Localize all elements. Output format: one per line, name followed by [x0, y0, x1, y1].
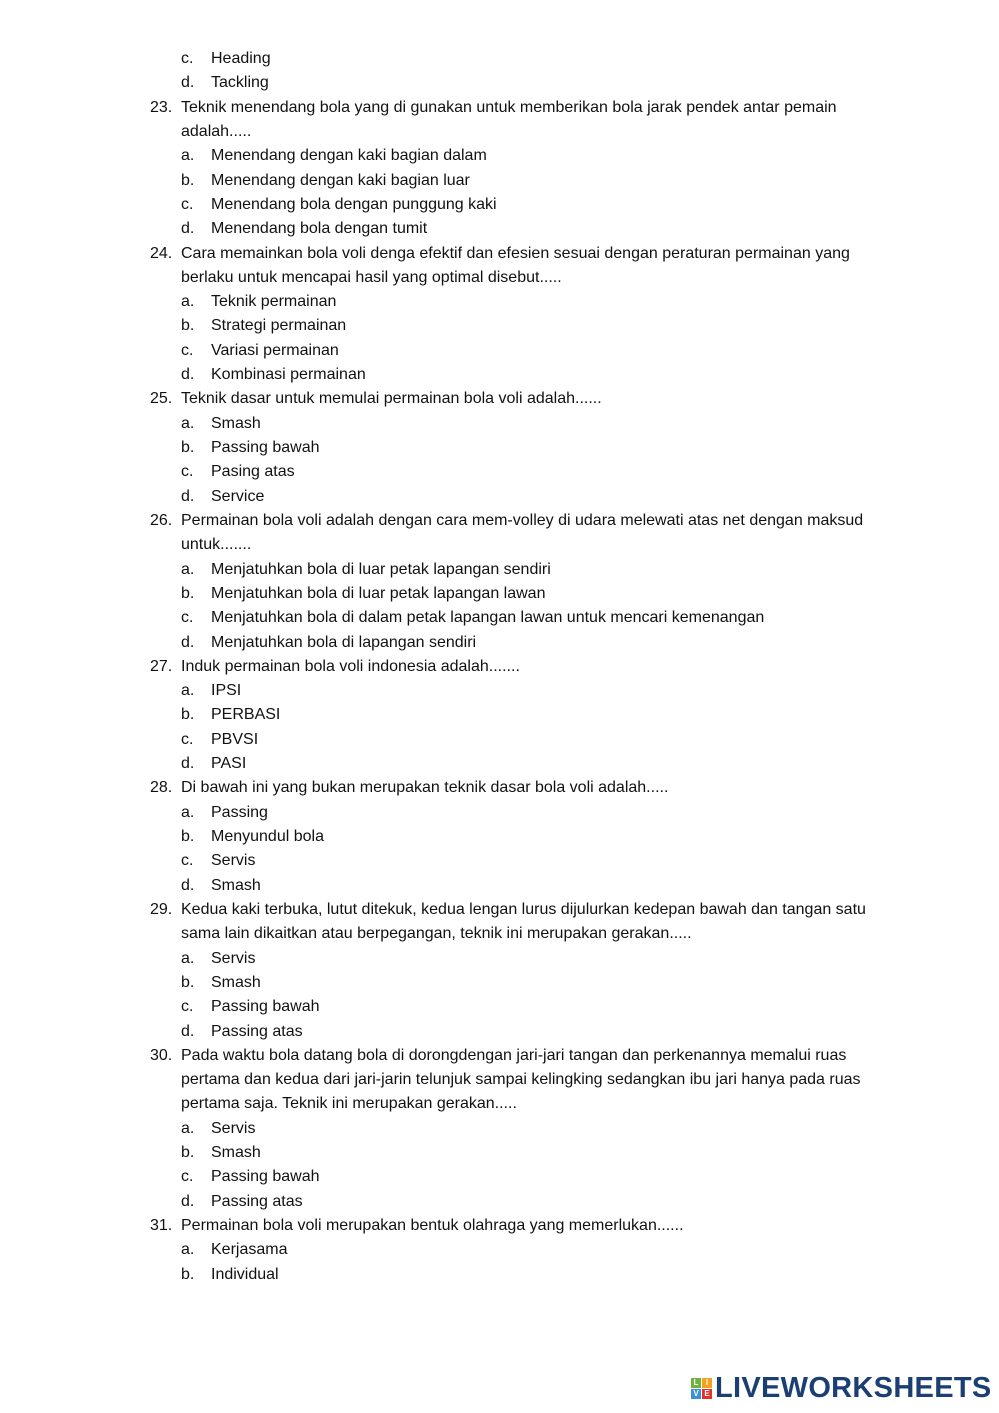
answer-option[interactable]: [0, 290, 999, 314]
option-letter: d.: [181, 220, 195, 238]
answer-option[interactable]: [0, 1165, 999, 1189]
option-text: Menendang dengan kaki bagian luar: [211, 171, 470, 189]
answer-option[interactable]: [0, 1263, 999, 1287]
answer-option[interactable]: [0, 582, 999, 606]
option-letter: a.: [181, 1241, 195, 1259]
option-text: Menendang bola dengan tumit: [211, 220, 428, 238]
question-24: [0, 242, 999, 291]
option-letter: b.: [181, 171, 195, 189]
question-23: [0, 96, 999, 145]
question-text: Teknik dasar untuk memulai permainan bola voli adalah......: [181, 390, 602, 408]
option-letter: c.: [181, 463, 194, 481]
logo-text: LIVEWORKSHEETS: [715, 1372, 992, 1404]
option-text: Smash: [211, 973, 261, 991]
question-number: 27.: [150, 657, 173, 675]
option-text: Servis: [211, 852, 256, 870]
option-text: Passing bawah: [211, 439, 320, 456]
question-number: 30.: [150, 1046, 173, 1064]
answer-option[interactable]: [0, 339, 999, 363]
question-31: [0, 1214, 999, 1238]
answer-option[interactable]: [0, 193, 999, 217]
badge-letter: V: [691, 1389, 701, 1399]
option-text: Menjatuhkan bola di luar petak lapangan lawan: [211, 584, 546, 602]
option-letter: b.: [181, 828, 195, 845]
badge-letter: L: [691, 1378, 701, 1388]
option-text: Passing bawah: [211, 998, 320, 1016]
option-text: Smash: [211, 876, 261, 894]
badge-letter: I: [702, 1378, 712, 1388]
answer-option[interactable]: [0, 144, 999, 168]
question-number: 29.: [150, 900, 173, 918]
question-number: 23.: [150, 98, 173, 116]
option-letter: c.: [181, 998, 194, 1016]
question-25: [0, 387, 999, 411]
option-letter: b.: [181, 706, 195, 724]
option-text: Tackling: [211, 74, 269, 92]
option-letter: a.: [181, 949, 195, 967]
option-letter: a.: [181, 147, 195, 165]
option-letter: d.: [181, 366, 195, 384]
answer-option[interactable]: [0, 1141, 999, 1165]
question-text: Teknik menendang bola yang di gunakan untuk memberikan bola jarak pendek antar pemain adalah.....: [181, 98, 837, 140]
answer-option[interactable]: [0, 801, 999, 825]
option-letter: c.: [181, 50, 194, 67]
question-text: Pada waktu bola datang bola di dorongdengan jari-jari tangan dan perkenannya memalui ruas pertama dan kedua dari jari-jarin telunjuk sampai kelingking sedangkan ibu jari hanya pada ruas pertama saja. Teknik ini merupakan gerakan.....: [181, 1046, 861, 1113]
option-text: Kombinasi permainan: [211, 366, 366, 384]
question-27: [0, 655, 999, 679]
live-badge-icon: [691, 1378, 712, 1399]
answer-option[interactable]: [0, 47, 999, 71]
answer-option[interactable]: [0, 217, 999, 241]
option-letter: c.: [181, 609, 194, 627]
option-letter: c.: [181, 730, 194, 748]
option-letter: c.: [181, 195, 194, 213]
answer-option[interactable]: [0, 703, 999, 727]
option-letter: a.: [181, 560, 195, 578]
option-letter: b.: [181, 973, 195, 991]
option-text: Passing: [211, 803, 268, 821]
option-text: Kerjasama: [211, 1241, 288, 1259]
question-text: Kedua kaki terbuka, lutut ditekuk, kedua lengan lurus dijulurkan kedepan bawah dan tangan satu sama lain dikaitkan atau berpegangan, teknik ini merupakan gerakan.....: [181, 900, 866, 943]
option-letter: a.: [181, 1119, 195, 1137]
option-text: Passing bawah: [211, 1168, 320, 1186]
answer-option[interactable]: [0, 752, 999, 776]
answer-option[interactable]: [0, 1020, 999, 1044]
question-text: Cara memainkan bola voli denga efektif dan efesien sesuai dengan peraturan permainan yang berlaku untuk mencapai hasil yang optimal disebut.....: [181, 244, 850, 286]
option-text: Passing atas: [211, 1022, 303, 1040]
option-letter: c.: [181, 852, 194, 870]
option-letter: d.: [181, 755, 195, 773]
option-text: Menendang bola dengan punggung kaki: [211, 195, 497, 213]
answer-option[interactable]: [0, 1117, 999, 1141]
option-letter: a.: [181, 293, 195, 311]
answer-option[interactable]: [0, 728, 999, 752]
option-text: Smash: [211, 1144, 261, 1162]
answer-option[interactable]: [0, 1238, 999, 1262]
option-text: Servis: [211, 1119, 256, 1137]
option-text: Passing atas: [211, 1192, 303, 1210]
question-number: 25.: [150, 390, 173, 408]
option-text: Menjatuhkan bola di lapangan sendiri: [211, 633, 477, 651]
option-letter: d.: [181, 74, 195, 92]
option-letter: b.: [181, 1144, 195, 1162]
question-29: [0, 898, 999, 947]
option-letter: b.: [181, 317, 195, 335]
question-30: [0, 1044, 999, 1117]
answer-option[interactable]: [0, 874, 999, 898]
option-text: Variasi permainan: [211, 341, 339, 359]
option-letter: c.: [181, 1168, 194, 1186]
option-letter: b.: [181, 1265, 195, 1283]
option-letter: d.: [181, 876, 195, 894]
question-number: 31.: [150, 1217, 173, 1234]
answer-option[interactable]: [0, 1190, 999, 1214]
answer-option[interactable]: [0, 485, 999, 509]
answer-option[interactable]: [0, 825, 999, 849]
answer-option[interactable]: [0, 971, 999, 995]
option-text: Heading: [211, 50, 271, 67]
option-text: Strategi permainan: [211, 317, 347, 335]
worksheet-content: [0, 47, 999, 1287]
answer-option[interactable]: [0, 631, 999, 655]
badge-letter: E: [702, 1389, 712, 1399]
option-letter: d.: [181, 633, 195, 651]
option-text: Individual: [211, 1265, 279, 1283]
answer-option[interactable]: [0, 363, 999, 387]
option-text: Menyundul bola: [211, 828, 324, 845]
option-letter: a.: [181, 682, 195, 700]
answer-option[interactable]: [0, 995, 999, 1019]
option-letter: d.: [181, 1022, 195, 1040]
answer-option[interactable]: [0, 558, 999, 582]
option-letter: b.: [181, 584, 195, 602]
option-text: PASI: [211, 755, 247, 773]
option-letter: a.: [181, 803, 195, 821]
answer-option[interactable]: [0, 606, 999, 630]
answer-option[interactable]: [0, 460, 999, 484]
option-letter: d.: [181, 487, 195, 505]
question-28: [0, 776, 999, 800]
answer-option[interactable]: [0, 679, 999, 703]
question-number: 24.: [150, 244, 173, 262]
option-text: Smash: [211, 414, 261, 432]
option-text: Teknik permainan: [211, 293, 337, 311]
liveworksheets-logo: [691, 1374, 992, 1403]
option-letter: c.: [181, 341, 194, 359]
answer-option[interactable]: [0, 849, 999, 873]
answer-option[interactable]: [0, 71, 999, 95]
question-text: Permainan bola voli merupakan bentuk olahraga yang memerlukan......: [181, 1217, 684, 1234]
question-text: Permainan bola voli adalah dengan cara mem-volley di udara melewati atas net dengan maksud untuk.......: [181, 511, 864, 554]
question-text: Di bawah ini yang bukan merupakan teknik dasar bola voli adalah.....: [181, 779, 669, 797]
option-letter: a.: [181, 414, 195, 432]
option-text: Servis: [211, 949, 256, 967]
question-26: [0, 509, 999, 558]
option-text: Menjatuhkan bola di dalam petak lapangan lawan untuk mencari kemenangan: [211, 609, 765, 627]
option-text: Service: [211, 487, 265, 505]
option-text: PERBASI: [211, 706, 281, 724]
answer-option[interactable]: [0, 314, 999, 338]
option-letter: b.: [181, 439, 195, 456]
option-letter: d.: [181, 1192, 195, 1210]
question-text: Induk permainan bola voli indonesia adalah.......: [181, 657, 520, 675]
option-text: PBVSI: [211, 730, 259, 748]
option-text: Menjatuhkan bola di luar petak lapangan sendiri: [211, 560, 551, 578]
question-number: 28.: [150, 779, 173, 797]
answer-option[interactable]: [0, 169, 999, 193]
answer-option[interactable]: [0, 947, 999, 971]
option-text: Menendang dengan kaki bagian dalam: [211, 147, 487, 165]
option-text: IPSI: [211, 682, 242, 700]
option-text: Pasing atas: [211, 463, 295, 481]
answer-option[interactable]: [0, 412, 999, 436]
question-number: 26.: [150, 511, 173, 529]
answer-option[interactable]: [0, 436, 999, 460]
